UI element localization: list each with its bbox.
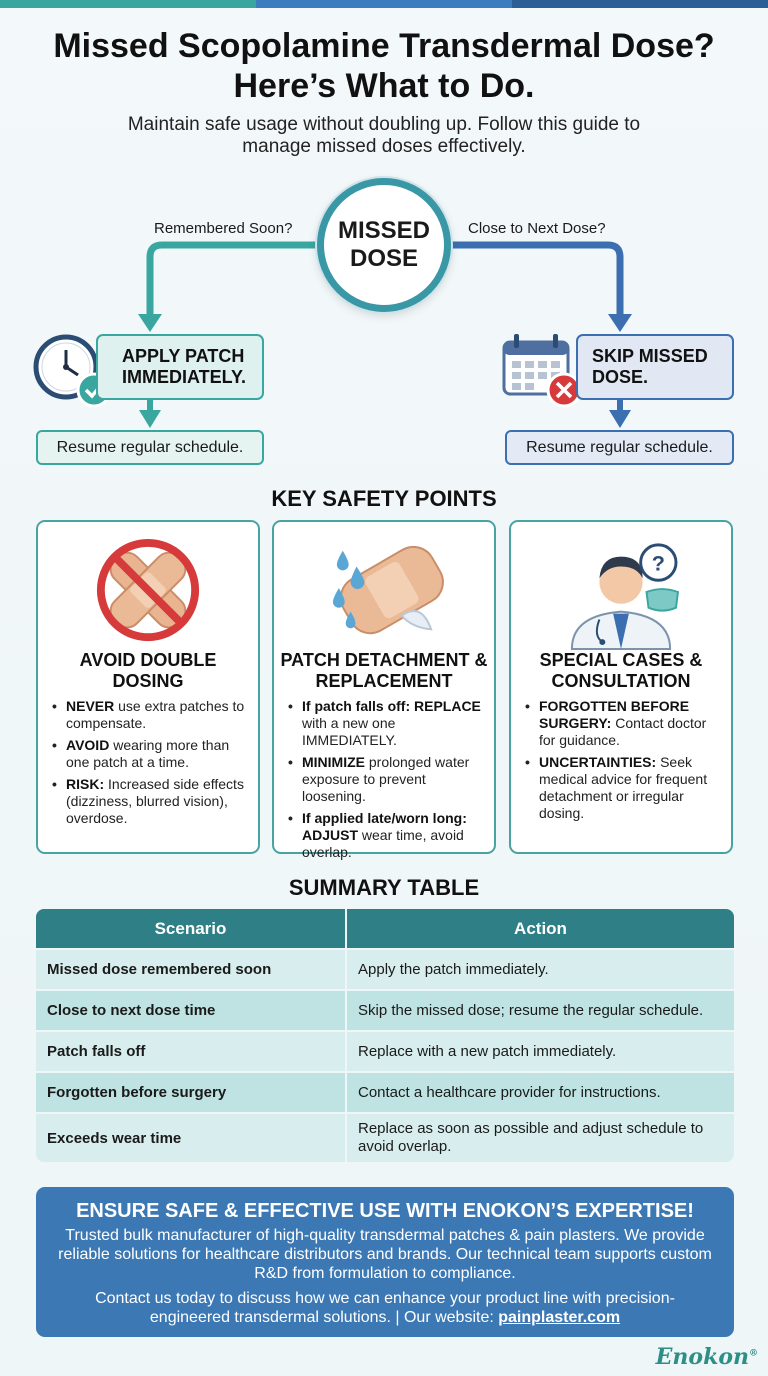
brand-logo: Enokon®	[655, 1344, 758, 1370]
table-header	[36, 909, 734, 948]
cta-banner	[36, 1187, 734, 1337]
table-cell: Exceeds wear time	[36, 1114, 347, 1162]
table-cell: Contact a healthcare provider for instructions.	[358, 1083, 661, 1101]
table-cell: Apply the patch immediately.	[358, 960, 549, 978]
cta-contact: Contact us today to discuss how we can enhance your product line with precision-engineered transdermal solutions. | Our website: painplaster.com	[95, 1290, 675, 1326]
summary-table	[36, 909, 734, 1162]
cta-heading: ENSURE SAFE & EFFECTIVE USE WITH ENOKON’S EXPERTISE!	[76, 1200, 694, 1222]
resume-schedule-left: Resume regular schedule.	[36, 430, 264, 465]
card-title: PATCH DETACHMENT & REPLACEMENT	[280, 650, 488, 691]
list-item: • FORGOTTEN BEFORE SURGERY: Contact doctor for guidance.	[525, 698, 723, 749]
cta-description: Trusted bulk manufacturer of high-quality transdermal patches & pain plasters. We provide reliable solutions for healthcare distributors and brands. Our technical team supports custom R&D from formulation to compliance.	[58, 1227, 712, 1282]
website-link[interactable]: painplaster.com	[498, 1309, 621, 1326]
table-row	[36, 1112, 734, 1162]
column-header: Scenario	[36, 909, 347, 948]
table-row	[36, 989, 734, 1030]
table-row	[36, 1030, 734, 1071]
apply-patch-step: APPLY PATCH IMMEDIATELY.	[96, 334, 264, 400]
patch-water-drops-icon	[274, 532, 494, 652]
table-cell: Close to next dose time	[36, 991, 347, 1030]
safety-section-title: KEY SAFETY POINTS	[271, 486, 497, 511]
page-subtitle: Maintain safe usage without doubling up. Follow this guide to manage missed doses effectively.	[127, 114, 641, 157]
list-item: • AVOID wearing more than one patch at a time.	[52, 737, 250, 771]
list-item: • NEVER use extra patches to compensate.	[52, 698, 250, 732]
left-branch-question: Remembered Soon?	[154, 220, 293, 237]
table-cell: Patch falls off	[36, 1032, 347, 1071]
column-header: Action	[514, 918, 567, 938]
card-points	[288, 698, 486, 866]
safety-card-special-cases	[509, 520, 733, 854]
no-double-patch-icon	[38, 532, 258, 652]
table-cell: Replace with a new patch immediately.	[358, 1042, 617, 1060]
table-cell: Replace as soon as possible and adjust schedule to avoid overlap.	[358, 1120, 704, 1155]
summary-section-title: SUMMARY TABLE	[288, 875, 480, 900]
table-cell: Missed dose remembered soon	[36, 950, 347, 989]
list-item: • If applied late/worn long: ADJUST wear time, avoid overlap.	[288, 810, 486, 861]
table-cell: Forgotten before surgery	[36, 1073, 347, 1112]
list-item: • If patch falls off: REPLACE with a new one IMMEDIATELY.	[288, 698, 486, 749]
missed-dose-node: MISSED DOSE	[317, 178, 451, 312]
svg-text:?: ?	[651, 550, 665, 576]
safety-card-patch-detachment	[272, 520, 496, 860]
table-row	[36, 1071, 734, 1112]
table-row	[36, 948, 734, 989]
card-points	[525, 698, 723, 827]
resume-schedule-right: Resume regular schedule.	[505, 430, 734, 465]
doctor-icon	[511, 532, 731, 652]
list-item: • MINIMIZE prolonged water exposure to prevent loosening.	[288, 754, 486, 805]
card-title: AVOID DOUBLE DOSING	[79, 650, 217, 691]
skip-dose-step: SKIP MISSED DOSE.	[576, 334, 734, 400]
page-title: Missed Scopolamine Transdermal Dose? Here’s What to Do.	[53, 27, 715, 105]
list-item: • RISK: Increased side effects (dizziness, blurred vision), overdose.	[52, 776, 250, 827]
right-branch-question: Close to Next Dose?	[468, 220, 606, 237]
safety-card-double-dosing	[36, 520, 260, 854]
list-item: • UNCERTAINTIES: Seek medical advice for frequent detachment or irregular dosing.	[525, 754, 723, 822]
card-points	[52, 698, 250, 832]
card-title: SPECIAL CASES & CONSULTATION	[539, 650, 703, 691]
table-cell: Skip the missed dose; resume the regular schedule.	[358, 1001, 704, 1019]
